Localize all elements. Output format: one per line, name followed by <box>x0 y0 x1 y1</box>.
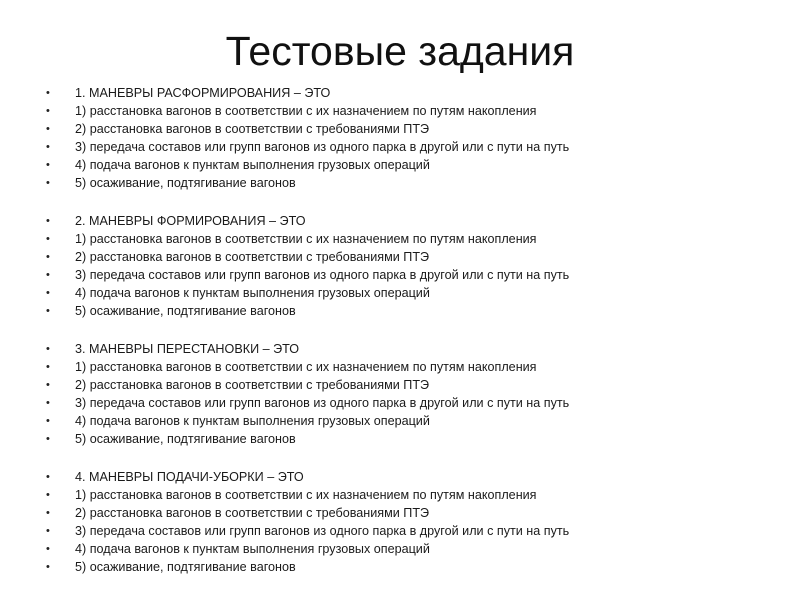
bullet-icon: • <box>46 251 50 263</box>
bullet-icon: • <box>46 287 50 299</box>
answer-option <box>44 412 784 430</box>
answer-option-text: 1) расстановка вагонов в соответствии с их назначением по путям накопления <box>75 104 537 118</box>
answer-option-text: 1) расстановка вагонов в соответствии с их назначением по путям накопления <box>75 232 537 246</box>
question-heading <box>44 212 784 230</box>
answer-option-text: 4) подача вагонов к пунктам выполнения грузовых операций <box>75 542 430 556</box>
question-heading-text: 3. МАНЕВРЫ ПЕРЕСТАНОВКИ – ЭТО <box>75 342 300 356</box>
answer-option <box>44 102 784 120</box>
answer-option-text: 5) осаживание, подтягивание вагонов <box>75 432 296 446</box>
answer-option-text: 1) расстановка вагонов в соответствии с их назначением по путям накопления <box>75 488 537 502</box>
answer-option-text: 2) расстановка вагонов в соответствии с требованиями ПТЭ <box>75 250 430 264</box>
question-block <box>44 84 784 192</box>
answer-option <box>44 248 784 266</box>
answer-option-text: 4) подача вагонов к пунктам выполнения грузовых операций <box>75 158 430 172</box>
bullet-icon: • <box>46 87 50 99</box>
answer-option <box>44 376 784 394</box>
answer-option <box>44 558 784 576</box>
question-heading <box>44 340 784 358</box>
bullet-icon: • <box>46 489 50 501</box>
bullet-icon: • <box>46 415 50 427</box>
answer-option <box>44 174 784 192</box>
answer-option-text: 3) передача составов или групп вагонов из одного парка в другой или с пути на путь <box>75 268 570 282</box>
question-heading <box>44 468 784 486</box>
answer-option <box>44 430 784 448</box>
bullet-icon: • <box>46 471 50 483</box>
question-block <box>44 468 784 576</box>
question-heading-text: 2. МАНЕВРЫ ФОРМИРОВАНИЯ – ЭТО <box>75 214 306 228</box>
bullet-icon: • <box>46 561 50 573</box>
answer-option-text: 5) осаживание, подтягивание вагонов <box>75 560 296 574</box>
answer-option-text: 3) передача составов или групп вагонов из одного парка в другой или с пути на путь <box>75 396 570 410</box>
answer-option <box>44 302 784 320</box>
bullet-icon: • <box>46 269 50 281</box>
answer-option <box>44 284 784 302</box>
bullet-icon: • <box>46 507 50 519</box>
answer-option <box>44 358 784 376</box>
slide-title: Тестовые задания <box>225 28 575 74</box>
answer-option-text: 2) расстановка вагонов в соответствии с требованиями ПТЭ <box>75 506 430 520</box>
answer-option <box>44 486 784 504</box>
bullet-icon: • <box>46 343 50 355</box>
question-block <box>44 340 784 448</box>
answer-option-text: 2) расстановка вагонов в соответствии с требованиями ПТЭ <box>75 378 430 392</box>
answer-option-text: 2) расстановка вагонов в соответствии с требованиями ПТЭ <box>75 122 430 136</box>
bullet-icon: • <box>46 525 50 537</box>
bullet-icon: • <box>46 215 50 227</box>
question-list <box>44 84 784 596</box>
bullet-icon: • <box>46 361 50 373</box>
answer-option-text: 5) осаживание, подтягивание вагонов <box>75 304 296 318</box>
answer-option-text: 5) осаживание, подтягивание вагонов <box>75 176 296 190</box>
answer-option <box>44 394 784 412</box>
answer-option <box>44 138 784 156</box>
bullet-icon: • <box>46 233 50 245</box>
bullet-icon: • <box>46 397 50 409</box>
answer-option <box>44 120 784 138</box>
answer-option <box>44 156 784 174</box>
question-heading-text: 1. МАНЕВРЫ РАСФОРМИРОВАНИЯ – ЭТО <box>75 86 331 100</box>
question-block <box>44 212 784 320</box>
question-heading <box>44 84 784 102</box>
bullet-icon: • <box>46 141 50 153</box>
answer-option-text: 3) передача составов или групп вагонов из одного парка в другой или с пути на путь <box>75 524 570 538</box>
answer-option-text: 4) подача вагонов к пунктам выполнения грузовых операций <box>75 286 430 300</box>
bullet-icon: • <box>46 105 50 117</box>
bullet-icon: • <box>46 159 50 171</box>
answer-option <box>44 504 784 522</box>
question-heading-text: 4. МАНЕВРЫ ПОДАЧИ-УБОРКИ – ЭТО <box>75 470 304 484</box>
bullet-icon: • <box>46 379 50 391</box>
answer-option <box>44 522 784 540</box>
bullet-icon: • <box>46 177 50 189</box>
answer-option <box>44 230 784 248</box>
bullet-icon: • <box>46 305 50 317</box>
bullet-icon: • <box>46 543 50 555</box>
answer-option <box>44 540 784 558</box>
bullet-icon: • <box>46 433 50 445</box>
answer-option-text: 1) расстановка вагонов в соответствии с их назначением по путям накопления <box>75 360 537 374</box>
bullet-icon: • <box>46 123 50 135</box>
answer-option-text: 3) передача составов или групп вагонов из одного парка в другой или с пути на путь <box>75 140 570 154</box>
answer-option <box>44 266 784 284</box>
answer-option-text: 4) подача вагонов к пунктам выполнения грузовых операций <box>75 414 430 428</box>
